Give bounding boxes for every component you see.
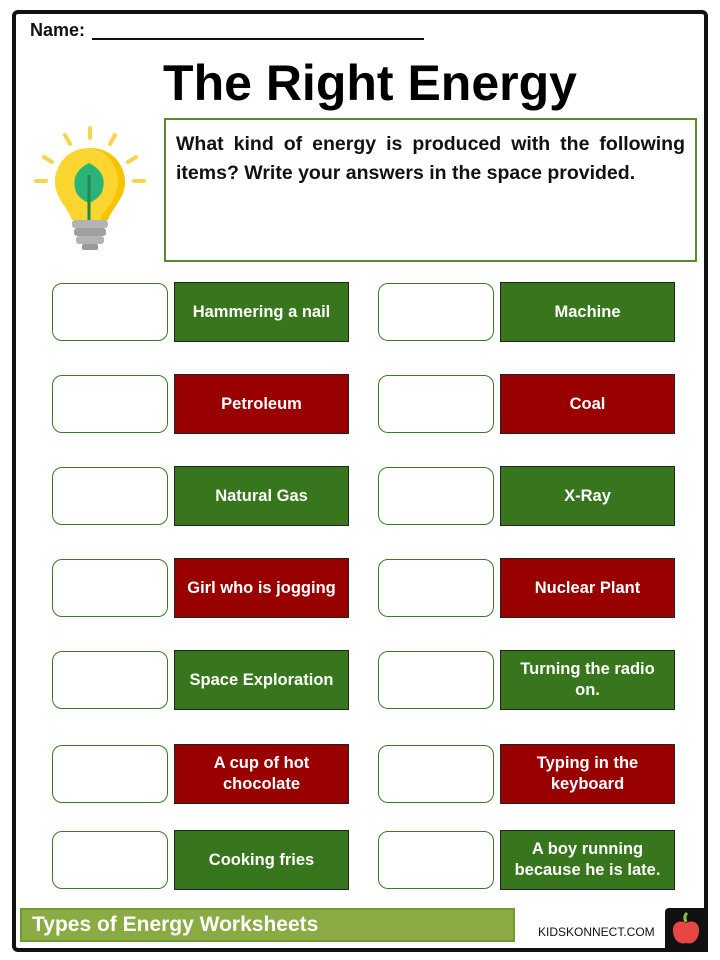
item-label: A boy running because he is late. [500, 830, 675, 890]
answer-box[interactable] [52, 831, 168, 889]
item-label: Petroleum [174, 374, 349, 434]
item-label: Nuclear Plant [500, 558, 675, 618]
footer-title: Types of Energy Worksheets [20, 908, 515, 942]
page-title: The Right Energy [163, 55, 577, 111]
item-label: Turning the radio on. [500, 650, 675, 710]
item-label: Typing in the keyboard [500, 744, 675, 804]
answer-box[interactable] [52, 283, 168, 341]
answer-box[interactable] [378, 831, 494, 889]
instructions-box: What kind of energy is produced with the following items? Write your answers in the space provided. [164, 118, 697, 262]
name-field[interactable] [92, 38, 424, 40]
answer-box[interactable] [378, 467, 494, 525]
answer-box[interactable] [378, 283, 494, 341]
item-label: Space Exploration [174, 650, 349, 710]
item-label: Natural Gas [174, 466, 349, 526]
logo-tab [665, 908, 708, 952]
item-label: Coal [500, 374, 675, 434]
answer-box[interactable] [378, 651, 494, 709]
answer-box[interactable] [378, 745, 494, 803]
answer-box[interactable] [52, 651, 168, 709]
answer-box[interactable] [378, 375, 494, 433]
answer-box[interactable] [52, 745, 168, 803]
answer-box[interactable] [52, 559, 168, 617]
site-name: KIDSKONNECT.COM [538, 925, 655, 939]
item-label: Cooking fries [174, 830, 349, 890]
answer-box[interactable] [52, 467, 168, 525]
answer-box[interactable] [52, 375, 168, 433]
answer-box[interactable] [378, 559, 494, 617]
item-label: Hammering a nail [174, 282, 349, 342]
name-label: Name: [30, 20, 86, 40]
item-label: X-Ray [500, 466, 675, 526]
item-label: Machine [500, 282, 675, 342]
lightbulb-leaf-icon [30, 120, 150, 260]
item-label: Girl who is jogging [174, 558, 349, 618]
item-label: A cup of hot chocolate [174, 744, 349, 804]
apple-logo-icon [665, 908, 708, 952]
